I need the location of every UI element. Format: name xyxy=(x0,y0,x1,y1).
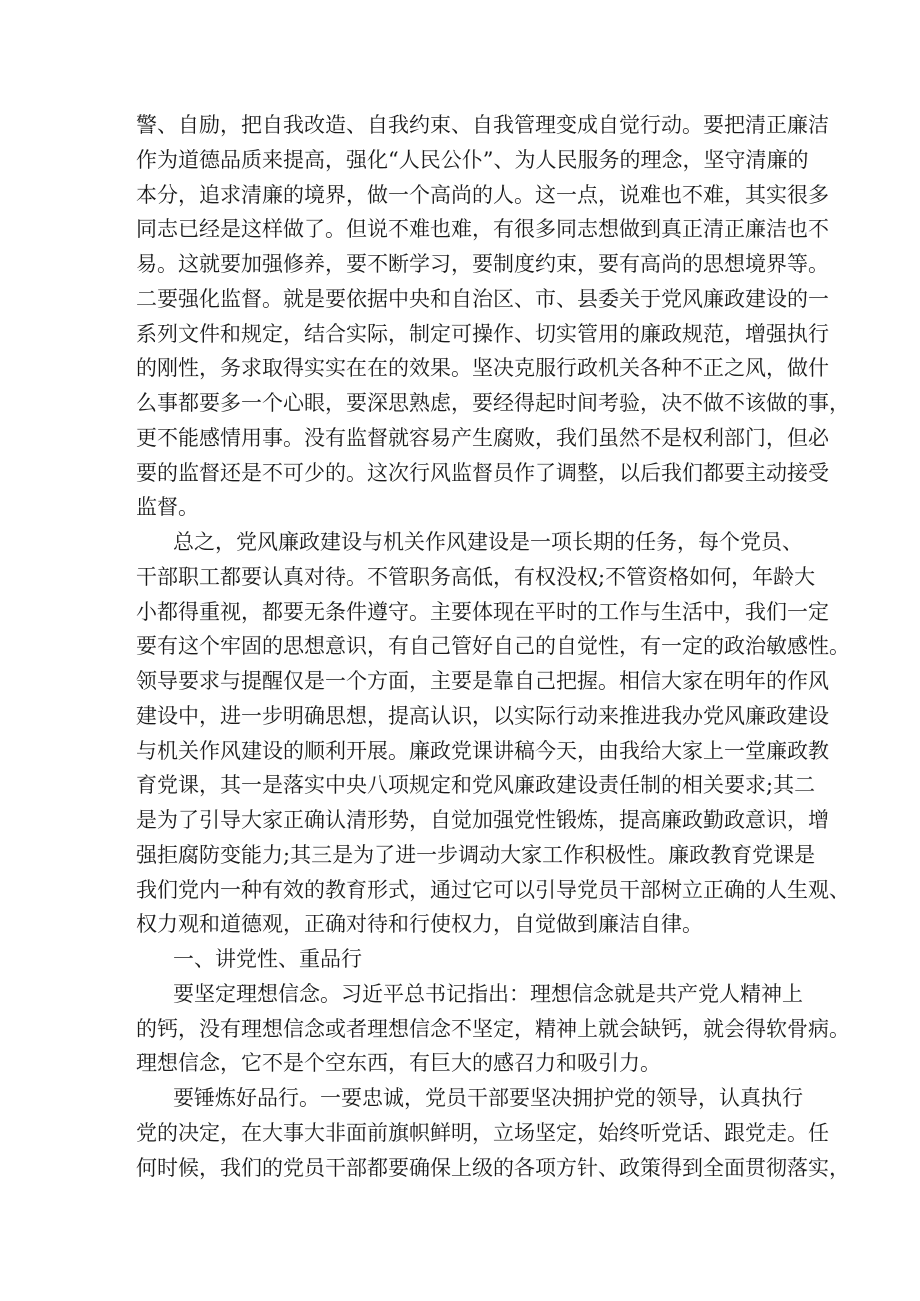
text-line: 要锤炼好品行。一要忠诚，党员干部要坚决拥护党的领导，认真执行 xyxy=(173,1086,803,1110)
text-line: 的钙，没有理想信念或者理想信念不坚定，精神上就会缺钙，就会得软骨病。 xyxy=(136,1016,850,1041)
text-line: 一、讲党性、重品行 xyxy=(173,947,362,971)
text-line: 本分，追求清廉的境界，做一个高尚的人。这一点，说难也不难，其实很多 xyxy=(136,182,829,207)
text-line: 易。这就要加强修养，要不断学习，要制度约束，要有高尚的思想境界等。 xyxy=(136,252,829,276)
text-line: 要有这个牢固的思想意识，有自己管好自己的自觉性，有一定的政治敏感性。 xyxy=(136,634,850,659)
text-line: 育党课，其一是落实中央八项规定和党风廉政建设责任制的相关要求;其二 xyxy=(136,773,816,798)
text-line: 强拒腐防变能力;其三是为了进一步调动大家工作积极性。廉政教育党课是 xyxy=(136,842,816,867)
text-line: 小都得重视，都要无条件遵守。主要体现在平时的工作与生活中，我们一定 xyxy=(136,599,829,624)
text-line: 么事都要多一个心眼，要深思熟虑，要经得起时间考验，决不做不该做的事， xyxy=(136,391,850,415)
text-line: 警、自励，把自我改造、自我约束、自我管理变成自觉行动。要把清正廉洁 xyxy=(136,113,829,137)
text-line: 二要强化监督。就是要依据中央和自治区、市、县委关于党风廉政建设的一 xyxy=(136,286,829,311)
text-line: 与机关作风建设的顺利开展。廉政党课讲稿今天，由我给大家上一堂廉政教 xyxy=(136,738,829,763)
text-line: 权力观和道德观，正确对待和行使权力，自觉做到廉洁自律。 xyxy=(136,912,703,937)
text-line: 系列文件和规定，结合实际，制定可操作、切实管用的廉政规范，增强执行 xyxy=(136,321,829,346)
text-line: 要坚定理想信念。习近平总书记指出：理想信念就是共产党人精神上 xyxy=(173,981,803,1006)
body-text xyxy=(136,108,850,1185)
text-line: 理想信念，它不是个空东西，有巨大的感召力和吸引力。 xyxy=(136,1051,661,1076)
text-line: 更不能感情用事。没有监督就容易产生腐败，我们虽然不是权利部门，但必 xyxy=(136,425,829,450)
text-line: 是为了引导大家正确认清形势，自觉加强党性锻炼，提高廉政勤政意识，增 xyxy=(136,808,829,832)
text-line: 要的监督还是不可少的。这次行风监督员作了调整，以后我们都要主动接受 xyxy=(136,460,829,485)
text-line: 同志已经是这样做了。但说不难也难，有很多同志想做到真正清正廉洁也不 xyxy=(136,217,829,242)
text-line: 何时候，我们的党员干部都要确保上级的各项方针、政策得到全面贯彻落实， xyxy=(136,1155,850,1180)
text-line: 党的决定，在大事大非面前旗帜鲜明，立场坚定，始终听党话、跟党走。任 xyxy=(136,1120,829,1145)
text-line: 的刚性，务求取得实实在在的效果。坚决克服行政机关各种不正之风，做什 xyxy=(136,356,829,381)
text-line: 总之，党风廉政建设与机关作风建设是一项长期的任务，每个党员、 xyxy=(173,530,803,554)
text-line: 领导要求与提醒仅是一个方面，主要是靠自己把握。相信大家在明年的作风 xyxy=(136,669,829,693)
text-line: 干部职工都要认真对待。不管职务高低，有权没权;不管资格如何，年龄大 xyxy=(136,564,816,589)
text-line: 建设中，进一步明确思想，提高认识，以实际行动来推进我办党风廉政建设 xyxy=(136,703,829,728)
text-line: 作为道德品质来提高，强化“人民公仆”、为人民服务的理念，坚守清廉的 xyxy=(136,147,809,172)
text-line: 我们党内一种有效的教育形式，通过它可以引导党员干部树立正确的人生观、 xyxy=(136,877,850,902)
text-line: 监督。 xyxy=(136,495,199,520)
